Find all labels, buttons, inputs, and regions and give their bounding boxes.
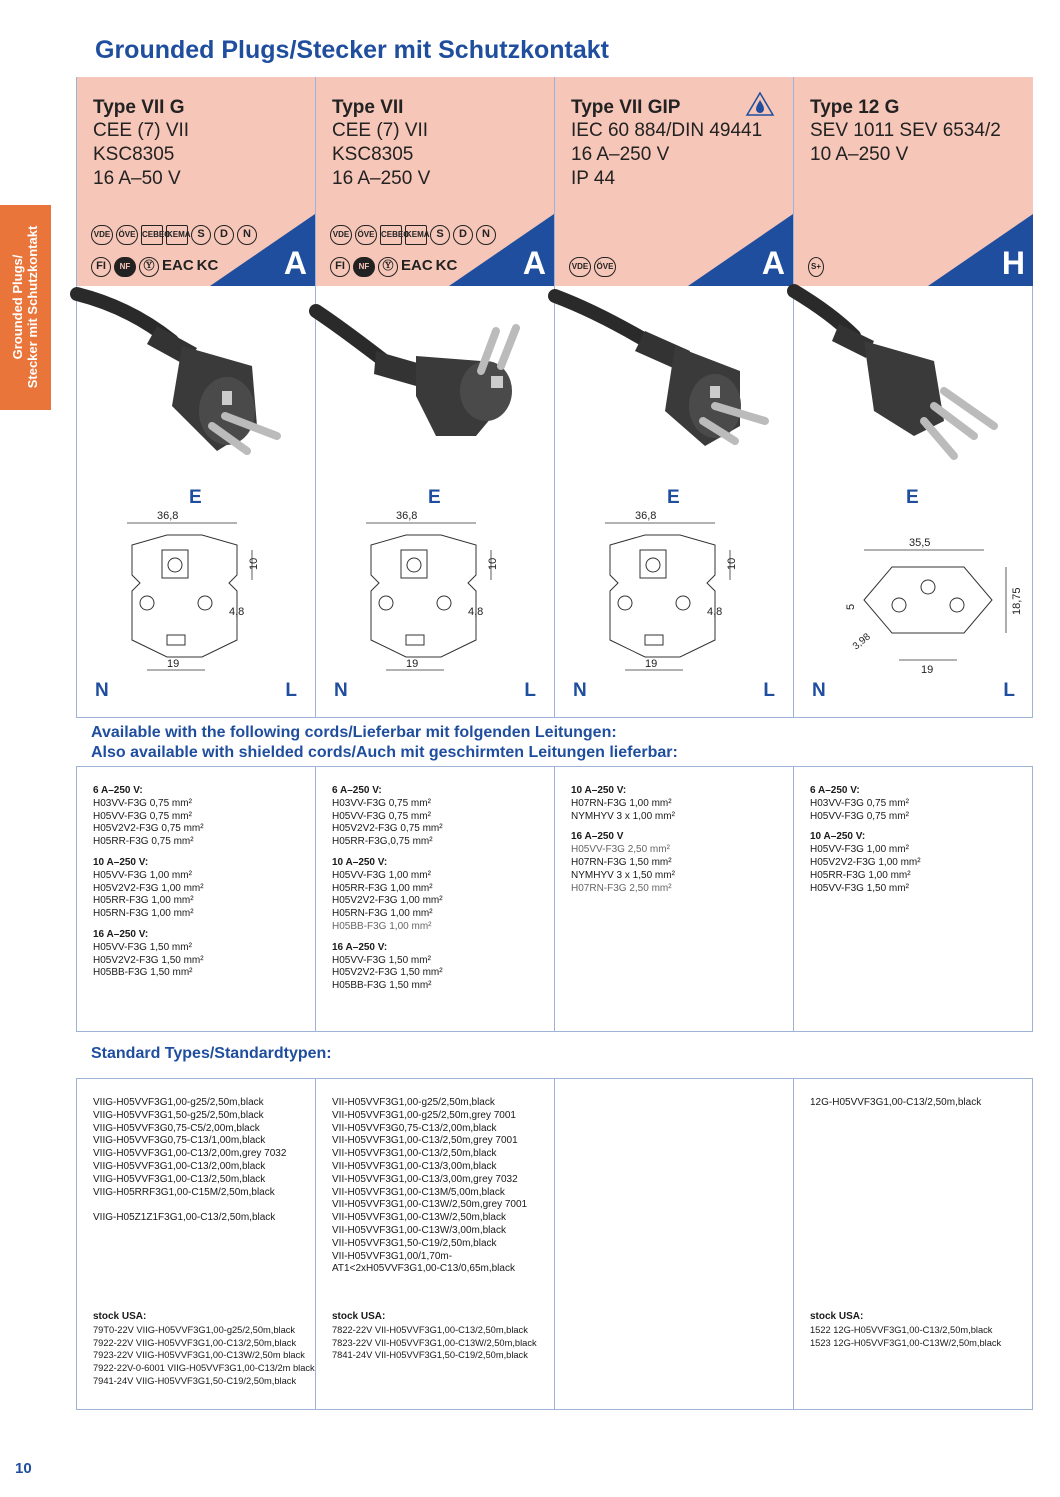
cords-column-viig — [77, 767, 316, 1031]
available-cords-heading: Available with the following cords/Lieferbar mit folgenden Leitungen: Also available with shielded cords/Auch mit geschirmten Leitungen lieferbar: — [91, 724, 678, 761]
dim-height: 10 — [726, 557, 738, 570]
plug-type: Type VII — [332, 97, 404, 118]
dim-width: 36,8 — [396, 510, 418, 522]
fi-mark: FI — [330, 257, 350, 277]
cebec-mark: CEBEC — [141, 225, 163, 245]
vde-mark: VDE — [330, 225, 352, 245]
y-mark: Ⓨ — [139, 257, 159, 277]
sev-mark: S+ — [808, 257, 824, 277]
earth-letter: E — [428, 487, 441, 508]
kema-mark: KEMA — [166, 225, 188, 245]
eac-mark: EAC — [162, 257, 194, 274]
class-letter: A — [522, 245, 546, 281]
standard-list: VIIG-H05VVF3G1,00-g25/2,50m,black VIIG-H05VVF3G1,50-g25/2,50m,black VIIG-H05VVF3G0,75-C5/2,00m,black VIIG-H05VVF3G0,75-C13/1,00m,black VIIG-H05VVF3G1,00-C13/2,00m,grey 7032 VIIG-H05VVF3G1,00-C13/2,00m,black VIIG-H05VVF3G1,00-C13/2,50m,black VIIG-H05RRF3G1,00-C15M/2,50m,black VIIG-H05Z1Z1F3G1,00-C13/2,50m,black — [93, 1097, 287, 1224]
plug-photo — [794, 286, 1032, 476]
kc-mark: KC — [435, 257, 458, 274]
dim-pin: 4,8 — [229, 606, 245, 618]
dim-spacing: 19 — [167, 658, 180, 670]
approval-marks-row2 — [91, 257, 218, 277]
dimension-drawing — [585, 505, 765, 690]
plug-spec: SEV 1011 SEV 6534/2 — [810, 120, 1001, 141]
standard-list: VII-H05VVF3G1,00-g25/2,50m,black VII-H05VVF3G1,00-g25/2,50m,grey 7001 VII-H05VVF3G0,75-C13/2,00m,black VII-H05VVF3G1,00-C13/2,50m,grey 7001 VII-H05VVF3G1,00-C13/2,50m,black VII-H05VVF3G1,00-C13/3,00m,black VII-H05VVF3G1,00-C13/3,00m,grey 7032 VII-H05VVF3G1,00-C13M/5,00m,black VII-H05VVF3G1,00-C13W/2,50m,grey 7001 VII-H05VVF3G1,00-C13W/2,50m,black VII-H05VVF3G1,00-C13W/3,00m,black VII-H05VVF3G1,50-C19/2,50m,black VII-H05VVF3G1,00/1,70m- AT1<2xH05VVF3G1,00-C13/0,65m,black — [332, 1097, 528, 1275]
side-tab-text: Grounded Plugs/ Stecker mit Schutzkontakt — [10, 225, 40, 389]
cord-list: 10 A–250 V: H07RN-F3G 1,00 mm² NYMHYV 3 x 1,00 mm² 16 A–250 V H05VV-F3G 2,50 mm² H07RN-F3G 1,50 mm² NYMHYV 3 x 1,50 mm² H07RN-F3G 2,50 mm² — [571, 785, 675, 894]
standard-list: 12G-H05VVF3G1,00-C13/2,50m,black — [810, 1097, 982, 1108]
dim-pin: 3,98 — [850, 631, 873, 653]
plug-column-vii — [316, 77, 555, 717]
side-tab — [0, 205, 51, 410]
cord-list: 6 A–250 V: H03VV-F3G 0,75 mm² H05VV-F3G 0,75 mm² 10 A–250 V: H05VV-F3G 1,00 mm² H05V2V2-F3G 1,00 mm² H05RR-F3G 1,00 mm² H05VV-F3G 1,50 mm² — [810, 785, 921, 894]
plug-header — [77, 77, 315, 286]
dim-offset: 5 — [845, 603, 857, 610]
dim-height: 18,75 — [1011, 587, 1023, 615]
s-mark: S — [191, 225, 211, 245]
plug-photo — [555, 286, 793, 476]
approval-marks-row2 — [569, 257, 616, 277]
n-mark: N — [476, 225, 496, 245]
ip44-drop-icon — [745, 91, 775, 117]
fi-mark: FI — [91, 257, 111, 277]
dim-spacing: 19 — [645, 658, 658, 670]
dim-spacing: 19 — [921, 664, 934, 676]
plug-column-12g — [794, 77, 1033, 717]
plug-spec: KSC8305 — [332, 144, 414, 165]
dim-width: 35,5 — [909, 537, 931, 549]
plug-spec: CEE (7) VII — [332, 120, 429, 141]
plug-spec: CEE (7) VII — [93, 120, 190, 141]
plug-header — [555, 77, 793, 286]
nf-mark: NF — [353, 257, 375, 277]
ove-mark: ÖVE — [116, 225, 138, 245]
dim-width: 36,8 — [157, 510, 179, 522]
eac-mark: EAC — [401, 257, 433, 274]
d-mark: D — [214, 225, 234, 245]
dim-pin: 4,8 — [468, 606, 484, 618]
plug-header — [316, 77, 554, 286]
ove-mark: ÖVE — [355, 225, 377, 245]
cords-grid — [76, 766, 1033, 1032]
dimension-drawing — [107, 505, 287, 690]
stock-usa-list: stock USA: 7822-22V VII-H05VVF3G1,00-C13/2,50m,black 7823-22V VII-H05VVF3G1,00-C13W/2,50m,black 7841-24V VII-H05VVF3G1,50-C19/2,50m,black — [332, 1311, 537, 1361]
plug-photo — [316, 286, 554, 476]
vde-mark: VDE — [569, 257, 591, 277]
neutral-letter: N — [812, 680, 826, 701]
standard-types-heading: Standard Types/Standardtypen: — [91, 1045, 332, 1062]
page-number: 10 — [15, 1460, 32, 1477]
class-letter: A — [761, 245, 785, 281]
plug-header — [794, 77, 1033, 286]
plug-type: Type VII G — [93, 97, 185, 118]
plug-column-viig — [77, 77, 316, 717]
standard-types-grid — [76, 1078, 1033, 1410]
cord-list: 6 A–250 V: H03VV-F3G 0,75 mm² H05VV-F3G 0,75 mm² H05V2V2-F3G 0,75 mm² H05RR-F3G,0,75 mm² 10 A–250 V: H05VV-F3G 1,00 mm² H05RR-F3G 1,00 mm² H05V2V2-F3G 1,00 mm² H05RN-F3G 1,00 mm² H05BB-F3G 1,00 mm² 16 A–250 V: H05VV-F3G 1,50 mm² H05V2V2-F3G 1,50 mm² H05BB-F3G 1,50 mm² — [332, 785, 443, 992]
stock-usa-list: stock USA: 79T0-22V VIIG-H05VVF3G1,00-g25/2,50m,black 7922-22V VIIG-H05VVF3G1,00-C13/2,50m,black 7923-22V VIIG-H05VVF3G1,00-C13W/2,50m black 7922-22V-0-6001 VIIG-H05VVF3G1,00-C13/2m black 7941-24V VIIG-H05VVF3G1,50-C19/2,50m,black — [93, 1311, 315, 1386]
neutral-letter: N — [95, 680, 109, 701]
plug-type: Type VII GIP — [571, 97, 681, 118]
earth-letter: E — [667, 487, 680, 508]
standard-column-vii — [316, 1079, 555, 1409]
kema-mark: KEMA — [405, 225, 427, 245]
plug-spec: 16 A–250 V — [332, 168, 431, 189]
earth-letter: E — [189, 487, 202, 508]
cords-column-viigip — [555, 767, 794, 1031]
cords-column-vii — [316, 767, 555, 1031]
d-mark: D — [453, 225, 473, 245]
class-letter: A — [283, 245, 307, 281]
standard-column-12g — [794, 1079, 1033, 1409]
plug-type-grid — [76, 77, 1033, 718]
dim-pin: 4,8 — [707, 606, 723, 618]
standard-column-viig — [77, 1079, 316, 1409]
n-mark: N — [237, 225, 257, 245]
plug-spec: IP 44 — [571, 168, 616, 189]
plug-spec: 16 A–50 V — [93, 168, 181, 189]
standard-column-viigip — [555, 1079, 794, 1409]
dim-width: 36,8 — [635, 510, 657, 522]
dim-height: 10 — [487, 557, 499, 570]
kc-mark: KC — [196, 257, 219, 274]
neutral-letter: N — [334, 680, 348, 701]
live-letter: L — [524, 680, 536, 701]
stock-usa-list: stock USA: 1522 12G-H05VVF3G1,00-C13/2,50m,black 1523 12G-H05VVF3G1,00-C13W/2,50m,black — [810, 1311, 1002, 1348]
approval-marks-row2 — [330, 257, 457, 277]
plug-column-viigip — [555, 77, 794, 717]
live-letter: L — [763, 680, 775, 701]
y-mark: Ⓨ — [378, 257, 398, 277]
nf-mark: NF — [114, 257, 136, 277]
ove-mark: ÖVE — [594, 257, 616, 277]
page-title: Grounded Plugs/Stecker mit Schutzkontakt — [95, 36, 609, 64]
dimension-drawing — [814, 505, 1023, 690]
plug-type: Type 12 G — [810, 97, 900, 118]
plug-spec: 10 A–250 V — [810, 144, 909, 165]
approval-marks-row2 — [808, 257, 824, 277]
plug-spec: 16 A–250 V — [571, 144, 670, 165]
live-letter: L — [285, 680, 297, 701]
class-letter: H — [1001, 245, 1025, 281]
cebec-mark: CEBEC — [380, 225, 402, 245]
plug-photo — [77, 286, 315, 476]
earth-letter: E — [906, 487, 919, 508]
plug-spec: IEC 60 884/DIN 49441 — [571, 120, 763, 141]
neutral-letter: N — [573, 680, 587, 701]
live-letter: L — [1003, 680, 1015, 701]
plug-spec: KSC8305 — [93, 144, 175, 165]
dim-height: 10 — [248, 557, 260, 570]
cord-list: 6 A–250 V: H03VV-F3G 0,75 mm² H05VV-F3G 0,75 mm² H05V2V2-F3G 0,75 mm² H05RR-F3G 0,75 mm² 10 A–250 V: H05VV-F3G 1,00 mm² H05V2V2-F3G 1,00 mm² H05RR-F3G 1,00 mm² H05RN-F3G 1,00 mm² 16 A–250 V: H05VV-F3G 1,50 mm² H05V2V2-F3G 1,50 mm² H05BB-F3G 1,50 mm² — [93, 785, 204, 979]
cords-column-12g — [794, 767, 1033, 1031]
vde-mark: VDE — [91, 225, 113, 245]
s-mark: S — [430, 225, 450, 245]
dim-spacing: 19 — [406, 658, 419, 670]
dimension-drawing — [346, 505, 526, 690]
